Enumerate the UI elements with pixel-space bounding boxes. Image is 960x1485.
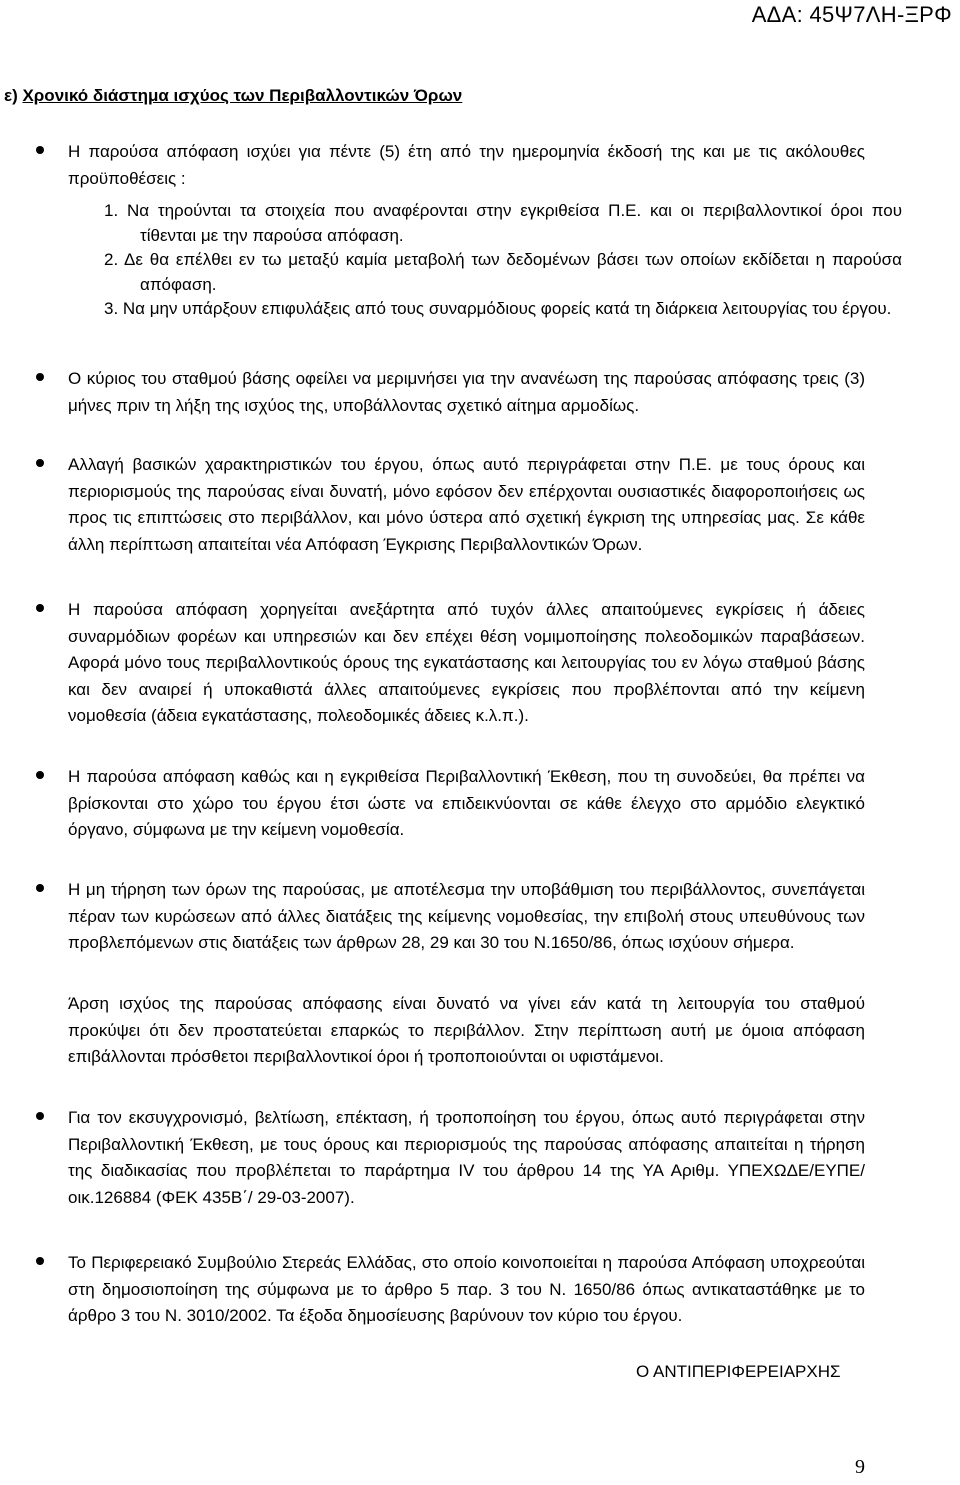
bullet-text: Για τον εκσυγχρονισμό, βελτίωση, επέκταση, ή τροποποίηση του έργου, όπως αυτό περιγράφεται στην Περιβαλλοντική Έκθεση, με τους όρους και περιορισμούς της παρούσας απόφασης απαιτείται η τήρηση της διαδικασίας που προβλέπεται το παράρτημα IV του άρθρου 14 της ΥΑ Αριθμ. ΥΠΕΧΩΔΕ/ΕΥΠΕ/οικ.126884 (ΦΕΚ 435Β΄/ 29-03-2007). <box>68 1108 865 1207</box>
section-prefix: ε) <box>4 86 23 105</box>
bullet-text: Αλλαγή βασικών χαρακτηριστικών του έργου, όπως αυτό περιγράφεται στην Π.Ε. με τους όρους και περιορισμούς της παρούσας είναι δυνατή, μόνο εφόσον δεν επέρχονται ουσιαστικές διαφοροποιήσεις ως προς τις επιπτώσεις στο περιβάλλον, και μόνο ύστερα από σχετική έγκριση της υπηρεσίας μας. Σε κάθε άλλη περίπτωση απαιτείται νέα Απόφαση Έγκρισης Περιβαλλοντικών Όρων. <box>68 455 865 554</box>
bullet-icon <box>36 771 44 779</box>
condition-item: 3. Να μην υπάρξουν επιφυλάξεις από τους συναρμόδιους φορείς κατά τη διάρκεια λειτουργίας του έργου. <box>104 299 892 318</box>
bullet-icon <box>36 604 44 612</box>
bullet-text: Η μη τήρηση των όρων της παρούσας, με αποτέλεσμα την υποβάθμιση του περιβάλλοντος, συνεπάγεται πέραν των κυρώσεων από άλλες διατάξεις της κείμενης νομοθεσίας, την επιβολή στους υπευθύνους των προβλεπόμενων στις διατάξεις των άρθρων 28, 29 και 30 του Ν.1650/86, όπως ισχύουν σήμερα. <box>68 880 865 952</box>
ada-code: ΑΔΑ: 45Ψ7ΛΗ-ΞΡΦ <box>751 2 952 27</box>
section-heading <box>4 86 462 106</box>
condition-item: 2. Δε θα επέλθει εν τω μεταξύ καμία μεταβολή των δεδομένων βάσει των οποίων εκδίδεται η παρούσα απόφαση. <box>104 250 902 294</box>
bullet-text: Η παρούσα απόφαση καθώς και η εγκριθείσα Περιβαλλοντική Έκθεση, που τη συνοδεύει, θα πρέπει να βρίσκονται στο χώρο του έργου έτσι ώστε να επιδεικνύονται σε κάθε έλεγχο στο αρμόδιο ελεγκτικό όργανο, σύμφωνα με την κείμενη νομοθεσία. <box>68 767 865 839</box>
bullet-text: Η παρούσα απόφαση ισχύει για πέντε (5) έτη από την ημερομηνία έκδοσή της και με τις ακόλουθες προϋποθέσεις : <box>68 142 865 188</box>
bullet-icon <box>36 1257 44 1265</box>
bullet-icon <box>36 459 44 467</box>
bullet-text: Το Περιφερειακό Συμβούλιο Στερεάς Ελλάδας, στο οποίο κοινοποιείται η παρούσα Απόφαση υποχρεούται στη δημοσιοποίηση της σύμφωνα με το άρθρο 5 παρ. 3 του Ν. 1650/86 όπως αντικαταστάθηκε με το άρθρο 3 του Ν. 3010/2002. Τα έξοδα δημοσίευσης βαρύνουν τον κύριο του έργου. <box>68 1253 865 1325</box>
bullet-text: Ο κύριος του σταθμού βάσης οφείλει να μεριμνήσει για την ανανέωση της παρούσας απόφασης τρεις (3) μήνες πριν τη λήξη της ισχύος της, υποβάλλοντας σχετικό αίτημα αρμοδίως. <box>68 369 865 415</box>
signature: Ο ΑΝΤΙΠΕΡΙΦΕΡΕΙΑΡΧΗΣ <box>636 1362 841 1381</box>
condition-item: 1. Να τηρούνται τα στοιχεία που αναφέρονται στην εγκριθείσα Π.Ε. και οι περιβαλλοντικοί όροι που τίθενται με την παρούσα απόφαση. <box>104 201 902 245</box>
bullet-text: Η παρούσα απόφαση χορηγείται ανεξάρτητα από τυχόν άλλες απαιτούμενες εγκρίσεις ή άδειες συναρμόδιων φορέων και υπηρεσιών και δεν επέχει θέση νομιμοποίησης πολεοδομικών παραβάσεων. Αφορά μόνο τους περιβαλλοντικούς όρους της εγκατάστασης και λειτουργίας του εν λόγω σταθμού βάσης και δεν αναιρεί ή υποκαθιστά άλλες απαιτούμενες εγκρίσεις που προβλέπονται από την κείμενη νομοθεσία (άδεια εγκατάστασης, πολεοδομικές άδειες κ.λ.π.). <box>68 600 865 725</box>
bullet-icon <box>36 146 44 154</box>
bullet-icon <box>36 373 44 381</box>
revocation-paragraph: Άρση ισχύος της παρούσας απόφασης είναι δυνατό να γίνει εάν κατά τη λειτουργία του σταθμού προκύψει ότι δεν προστατεύεται επαρκώς το περιβάλλον. Στην περίπτωση αυτή με όμοια απόφαση επιβάλλονται πρόσθετοι περιβαλλοντικοί όροι ή τροποποιούνται οι υφιστάμενοι. <box>68 994 865 1066</box>
page-number: 9 <box>855 1456 865 1478</box>
bullet-icon <box>36 1112 44 1120</box>
section-title: Χρονικό διάστημα ισχύος των Περιβαλλοντικών Όρων <box>22 86 463 105</box>
bullet-icon <box>36 884 44 892</box>
